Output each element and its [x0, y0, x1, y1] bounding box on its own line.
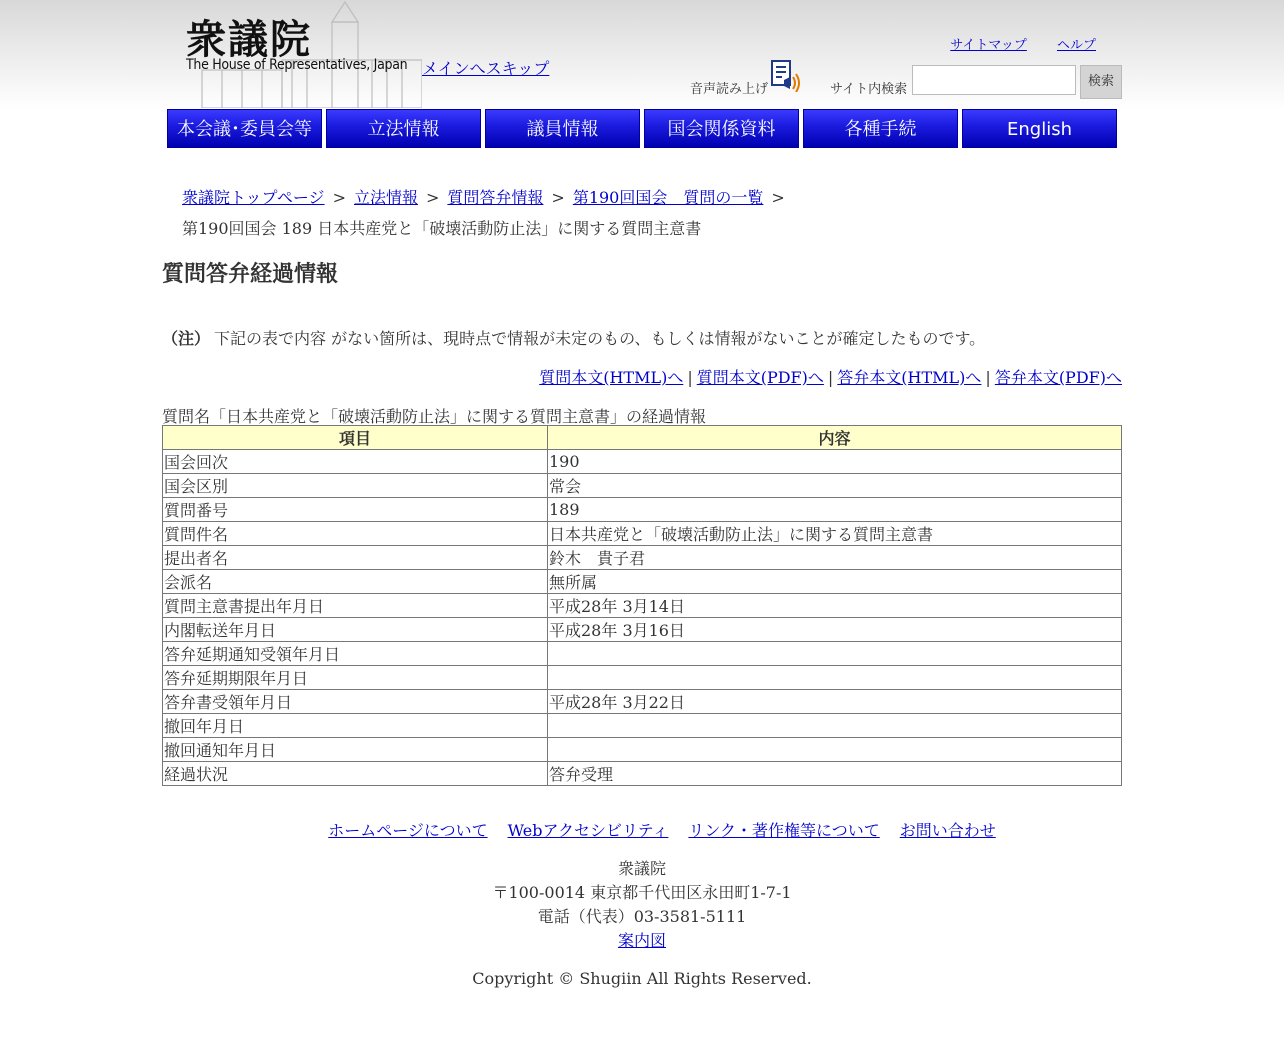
table-header-row [163, 426, 1122, 450]
row-value [548, 714, 1122, 738]
column-header-content: 内容 [548, 426, 1122, 450]
nav-item-english[interactable]: English [962, 109, 1117, 148]
table-row [163, 738, 1122, 762]
row-label: 会派名 [163, 570, 548, 594]
link-separator: | [687, 368, 693, 387]
row-label: 質問件名 [163, 522, 548, 546]
access-map-link[interactable]: 案内図 [617, 931, 666, 950]
table-row [163, 546, 1122, 570]
row-value [548, 738, 1122, 762]
note-text: 下記の表で内容 がない箇所は、現時点で情報が未定のもの、もしくは情報がないことが確定したものです。 [214, 329, 986, 348]
row-label: 答弁書受領年月日 [163, 690, 548, 714]
row-label: 質問番号 [163, 498, 548, 522]
breadcrumb-separator: > [332, 188, 346, 207]
table-row [163, 690, 1122, 714]
table-row [163, 498, 1122, 522]
breadcrumb-legislation[interactable]: 立法情報 [353, 188, 418, 207]
page-title: 質問答弁経過情報 [162, 262, 339, 287]
breadcrumb-question-list[interactable]: 第190回国会 質問の一覧 [572, 188, 764, 207]
row-value: 無所属 [548, 570, 1122, 594]
row-value: 日本共産党と「破壊活動防止法」に関する質問主意書 [548, 522, 1122, 546]
logo-english: The House of Representatives, Japan [186, 57, 408, 73]
site-logo[interactable] [182, 0, 422, 108]
search-button[interactable]: 検索 [1080, 65, 1122, 99]
row-value: 鈴木 貴子君 [548, 546, 1122, 570]
row-label: 質問主意書提出年月日 [163, 594, 548, 618]
row-value: 190 [548, 450, 1122, 474]
nav-item-diet-materials[interactable]: 国会関係資料 [644, 109, 799, 148]
link-separator: | [985, 368, 991, 387]
row-label: 国会区別 [163, 474, 548, 498]
answer-pdf-link[interactable]: 答弁本文(PDF)へ [994, 368, 1122, 387]
search-input[interactable] [912, 65, 1076, 95]
breadcrumb-qa-info[interactable]: 質問答弁情報 [447, 188, 544, 207]
note-label: （注） [162, 329, 211, 348]
row-value [548, 642, 1122, 666]
answer-html-link[interactable]: 答弁本文(HTML)へ [837, 368, 982, 387]
table-row [163, 594, 1122, 618]
about-homepage-link[interactable]: ホームページについて [328, 821, 488, 840]
help-link[interactable]: ヘルプ [1056, 38, 1096, 53]
question-pdf-link[interactable]: 質問本文(PDF)へ [696, 368, 824, 387]
table-row [163, 714, 1122, 738]
footer-postal-address: 〒100-0014 東京都千代田区永田町1-7-1 [492, 883, 792, 902]
breadcrumb [182, 185, 793, 208]
row-label: 答弁延期通知受領年月日 [163, 642, 548, 666]
table-row [163, 522, 1122, 546]
row-label: 撤回年月日 [163, 714, 548, 738]
table-row [163, 666, 1122, 690]
breadcrumb-home[interactable]: 衆議院トップページ [182, 188, 325, 207]
question-html-link[interactable]: 質問本文(HTML)へ [539, 368, 684, 387]
table-row [163, 474, 1122, 498]
row-value: 189 [548, 498, 1122, 522]
document-links [539, 365, 1122, 388]
breadcrumb-current: 第190回国会 189 日本共産党と「破壊活動防止法」に関する質問主意書 [182, 219, 702, 238]
breadcrumb-separator: > [771, 188, 785, 207]
nav-item-members[interactable]: 議員情報 [485, 109, 640, 148]
top-links [924, 34, 1096, 53]
logo-japanese: 衆議院 [186, 16, 312, 63]
table-row [163, 450, 1122, 474]
row-label: 経過状況 [163, 762, 548, 786]
row-value: 平成28年 3月22日 [548, 690, 1122, 714]
footer-phone: 電話（代表）03-3581-5111 [537, 907, 747, 926]
main-nav [167, 109, 1117, 148]
row-label: 答弁延期期限年月日 [163, 666, 548, 690]
speaker-document-icon [770, 60, 804, 92]
link-separator: | [827, 368, 834, 387]
sitemap-link[interactable]: サイトマップ [950, 38, 1027, 53]
row-value: 平成28年 3月14日 [548, 594, 1122, 618]
breadcrumb-separator: > [551, 188, 565, 207]
link-copyright-link[interactable]: リンク・著作権等について [688, 821, 880, 840]
copyright: Copyright © Shugiin All Rights Reserved. [472, 969, 812, 988]
table-row [163, 618, 1122, 642]
breadcrumb-separator: > [425, 188, 440, 207]
table-row [163, 570, 1122, 594]
nav-item-legislation[interactable]: 立法情報 [326, 109, 481, 148]
search-label: サイト内検索 [830, 82, 908, 97]
row-label: 内閣転送年月日 [163, 618, 548, 642]
row-value: 答弁受理 [548, 762, 1122, 786]
footer-links [162, 818, 1162, 841]
contact-link[interactable]: お問い合わせ [899, 821, 996, 840]
skip-to-main-link[interactable]: メインへスキップ [422, 59, 550, 78]
table-caption: 質問名「日本共産党と「破壊活動防止法」に関する質問主意書」の経過情報 [162, 407, 707, 426]
voice-reader-label: 音声読み上げ [690, 82, 769, 97]
row-label: 提出者名 [163, 546, 548, 570]
row-value: 常会 [548, 474, 1122, 498]
web-accessibility-link[interactable]: Webアクセシビリティ [507, 821, 669, 840]
table-note [162, 326, 985, 349]
nav-item-plenary[interactable]: 本会議･委員会等 [167, 109, 322, 148]
footer-org: 衆議院 [617, 859, 666, 878]
row-label: 撤回通知年月日 [163, 738, 548, 762]
footer-address [162, 857, 1122, 953]
row-value: 平成28年 3月16日 [548, 618, 1122, 642]
row-label: 国会回次 [163, 450, 548, 474]
table-row [163, 762, 1122, 786]
row-value [548, 666, 1122, 690]
table-row [163, 642, 1122, 666]
column-header-item: 項目 [163, 426, 548, 450]
progress-info-table [162, 425, 1122, 786]
nav-item-procedures[interactable]: 各種手続 [803, 109, 958, 148]
